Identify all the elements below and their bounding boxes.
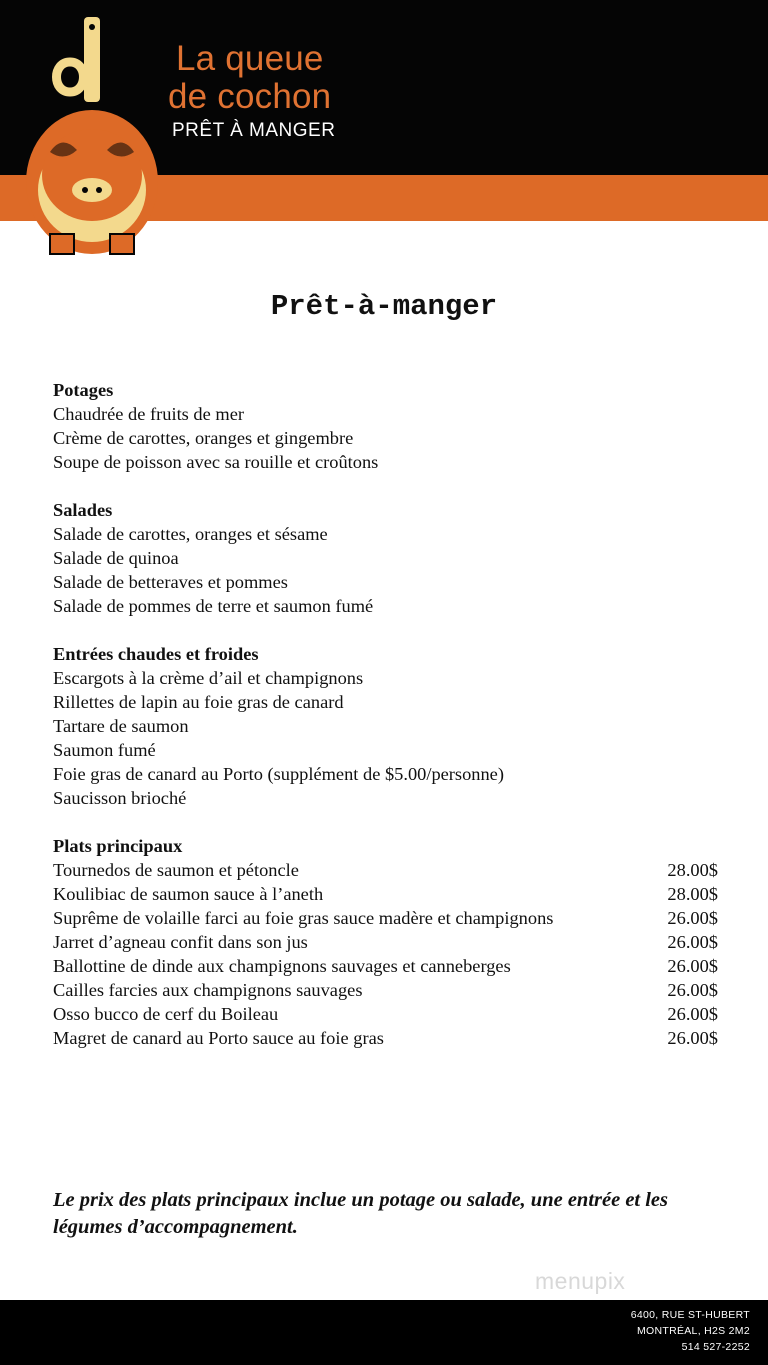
page-title: Prêt-à-manger <box>270 290 498 323</box>
menu-item-price: 26.00$ <box>667 932 718 952</box>
menu-item-name: Salade de quinoa <box>53 548 179 568</box>
menu-item-price: 26.00$ <box>667 956 718 976</box>
section-heading: Potages <box>53 380 114 400</box>
menu-item <box>53 858 718 882</box>
brand-name-line2: de cochon <box>168 77 332 116</box>
address-city: MONTRÉAL, H2S 2M2 <box>636 1325 750 1337</box>
menu-item-name: Suprême de volaille farci au foie gras sauce madère et champignons <box>53 908 554 928</box>
section-heading: Salades <box>53 500 113 520</box>
menu-item <box>53 738 718 762</box>
menu-item-name: Foie gras de canard au Porto (supplément de $5.00/personne) <box>53 764 504 784</box>
section-heading: Entrées chaudes et froides <box>53 644 259 664</box>
menu-item <box>53 882 718 906</box>
menu-item <box>53 594 718 618</box>
menu-item-name: Tournedos de saumon et pétoncle <box>53 860 299 880</box>
menu-item <box>53 954 718 978</box>
menu-item-name: Chaudrée de fruits de mer <box>53 404 244 424</box>
watermark: menupix <box>535 1268 626 1294</box>
menu-item-name: Saucisson brioché <box>53 788 187 808</box>
menu-item <box>53 978 718 1002</box>
menu-section <box>53 642 718 810</box>
menu-item <box>53 450 718 474</box>
brand-name-line1: La queue <box>176 39 324 78</box>
menu-item-price: 28.00$ <box>667 860 718 880</box>
menu-item <box>53 570 718 594</box>
menu-item <box>53 1026 718 1050</box>
menu-item <box>53 1002 718 1026</box>
menu-item <box>53 426 718 450</box>
menu-item-name: Koulibiac de saumon sauce à l’aneth <box>53 884 324 904</box>
menu-item <box>53 762 718 786</box>
brand-tagline: PRÊT À MANGER <box>172 120 336 141</box>
address-phone: 514 527-2252 <box>681 1341 750 1353</box>
menu-item-name: Cailles farcies aux champignons sauvages <box>53 980 363 1000</box>
menu-item-price: 26.00$ <box>667 980 718 1000</box>
menu-item <box>53 906 718 930</box>
menu-item <box>53 786 718 810</box>
menu-item <box>53 546 718 570</box>
address-block <box>631 1307 750 1355</box>
menu-item <box>53 522 718 546</box>
menu-list <box>53 378 718 1074</box>
menu-item-name: Rillettes de lapin au foie gras de canard <box>53 692 344 712</box>
menu-item-name: Salade de betteraves et pommes <box>53 572 288 592</box>
address-street: 6400, RUE ST-HUBERT <box>630 1309 750 1321</box>
menu-item-name: Ballottine de dinde aux champignons sauvages et canneberges <box>53 956 511 976</box>
pricing-note: Le prix des plats principaux inclue un potage ou salade, une entrée et les légumes d’accompagnement. <box>53 1189 669 1238</box>
menu-item-name: Salade de pommes de terre et saumon fumé <box>53 596 374 616</box>
brand-wordmark <box>168 40 335 142</box>
pig-logo-icon <box>22 12 162 257</box>
section-heading: Plats principaux <box>53 836 183 856</box>
menu-section <box>53 498 718 618</box>
menu-section <box>53 834 718 1050</box>
menu-item-price: 26.00$ <box>667 908 718 928</box>
menu-item-name: Crème de carottes, oranges et gingembre <box>53 428 354 448</box>
menu-item-name: Soupe de poisson avec sa rouille et croûtons <box>53 452 379 472</box>
menu-item-name: Escargots à la crème d’ail et champignons <box>53 668 364 688</box>
menu-item-name: Osso bucco de cerf du Boileau <box>53 1004 279 1024</box>
menu-section <box>53 378 718 474</box>
menu-item-price: 28.00$ <box>667 884 718 904</box>
menu-item-name: Saumon fumé <box>53 740 156 760</box>
menu-item-name: Tartare de saumon <box>53 716 189 736</box>
menu-item <box>53 402 718 426</box>
menu-item-name: Salade de carottes, oranges et sésame <box>53 524 328 544</box>
menu-item <box>53 690 718 714</box>
menu-item <box>53 714 718 738</box>
menu-item <box>53 930 718 954</box>
menu-item-price: 26.00$ <box>667 1004 718 1024</box>
menu-item-name: Magret de canard au Porto sauce au foie gras <box>53 1028 384 1048</box>
menu-item-price: 26.00$ <box>667 1028 718 1048</box>
menu-item <box>53 666 718 690</box>
menu-item-name: Jarret d’agneau confit dans son jus <box>53 932 308 952</box>
